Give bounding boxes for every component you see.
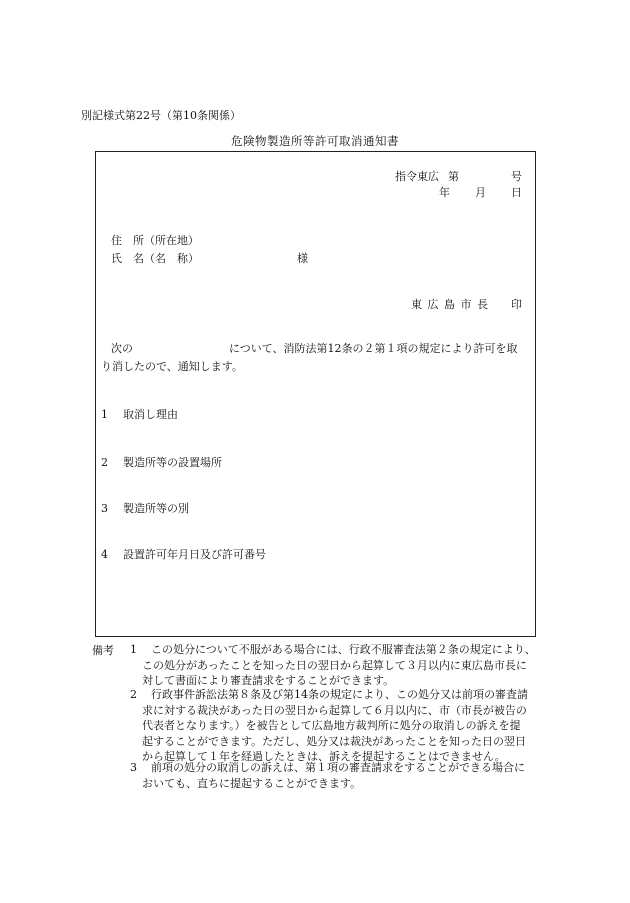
note-line: 求に対する裁決があった日の翌日から起算して６月以内に、市（市長が被告の: [142, 703, 527, 717]
note-line: 起することができます。ただし、処分又は裁決があったことを知った日の翌日: [142, 734, 527, 748]
note-line: この処分があったことを知った日の翌日から起算して３月以内に東広島市長に: [142, 658, 527, 672]
notice-intro-prefix: 次の: [111, 342, 133, 355]
note-line: 行政事件訴訟法第８条及び第14条の規定により、この処分又は前項の審査請: [151, 688, 528, 701]
document-title: 危険物製造所等許可取消通知書: [231, 134, 399, 148]
notice-intro-line2: り消したので、通知します。: [101, 360, 243, 373]
reference-number-line: [395, 168, 522, 184]
form-frame: [95, 151, 536, 637]
item-label: 製造所等の設置場所: [123, 456, 222, 469]
note-number: 2: [130, 688, 137, 701]
seal-mark: 印: [511, 298, 522, 311]
notice-intro-suffix: について、消防法第12条の２第１項の規定により許可を取: [229, 342, 518, 355]
item-number: 3: [101, 502, 108, 515]
reference-go: 号: [511, 170, 522, 183]
issuer-mayor: 東 広 島 市 長: [411, 298, 489, 311]
recipient-address-label: 住 所（所在地）: [111, 234, 199, 247]
issuer-line: [411, 296, 522, 312]
date-day-label: 日: [511, 186, 522, 199]
reference-prefix: 指令東広: [395, 170, 439, 183]
note-line: 代表者となります。）を被告として広島地方裁判所に処分の取消しの訴えを提: [142, 719, 521, 733]
item-label: 取消し理由: [123, 408, 178, 421]
note-line: この処分について不服がある場合には、行政不服審査法第２条の規定により、: [151, 643, 536, 656]
item-installation-location: [101, 454, 222, 470]
item-facility-type: [101, 500, 189, 516]
note-entry: [130, 687, 528, 765]
note-line: 対して書面により審査請求をすることができます。: [142, 674, 395, 688]
date-line: [439, 184, 522, 200]
item-permit-date-number: [101, 546, 266, 562]
note-number: 1: [130, 643, 137, 656]
note-line: 前項の処分の取消しの訴えは、第１項の審査請求をすることができる場合に: [151, 761, 525, 774]
notes-label: 備考: [92, 644, 114, 657]
item-number: 2: [101, 456, 108, 469]
recipient-name-label: 氏 名（名 称）: [111, 252, 199, 265]
recipient-honorific: 様: [297, 252, 308, 265]
date-year-label: 年: [439, 186, 450, 199]
item-revocation-reason: [101, 406, 178, 422]
note-number: 3: [130, 761, 137, 774]
item-number: 1: [101, 408, 108, 421]
date-month-label: 月: [475, 186, 486, 199]
note-entry: [130, 760, 525, 791]
note-line: おいても、直ちに提起することができます。: [142, 776, 362, 790]
item-label: 製造所等の別: [123, 502, 189, 515]
item-number: 4: [101, 548, 108, 561]
note-entry: [130, 642, 536, 689]
note-line: から起算して１年を経過したときは、訴えを提起することはできません。: [142, 750, 506, 764]
item-label: 設置許可年月日及び許可番号: [123, 548, 266, 561]
form-number-label: 別記様式第22号（第10条関係）: [81, 109, 241, 122]
reference-dai: 第: [448, 170, 459, 183]
